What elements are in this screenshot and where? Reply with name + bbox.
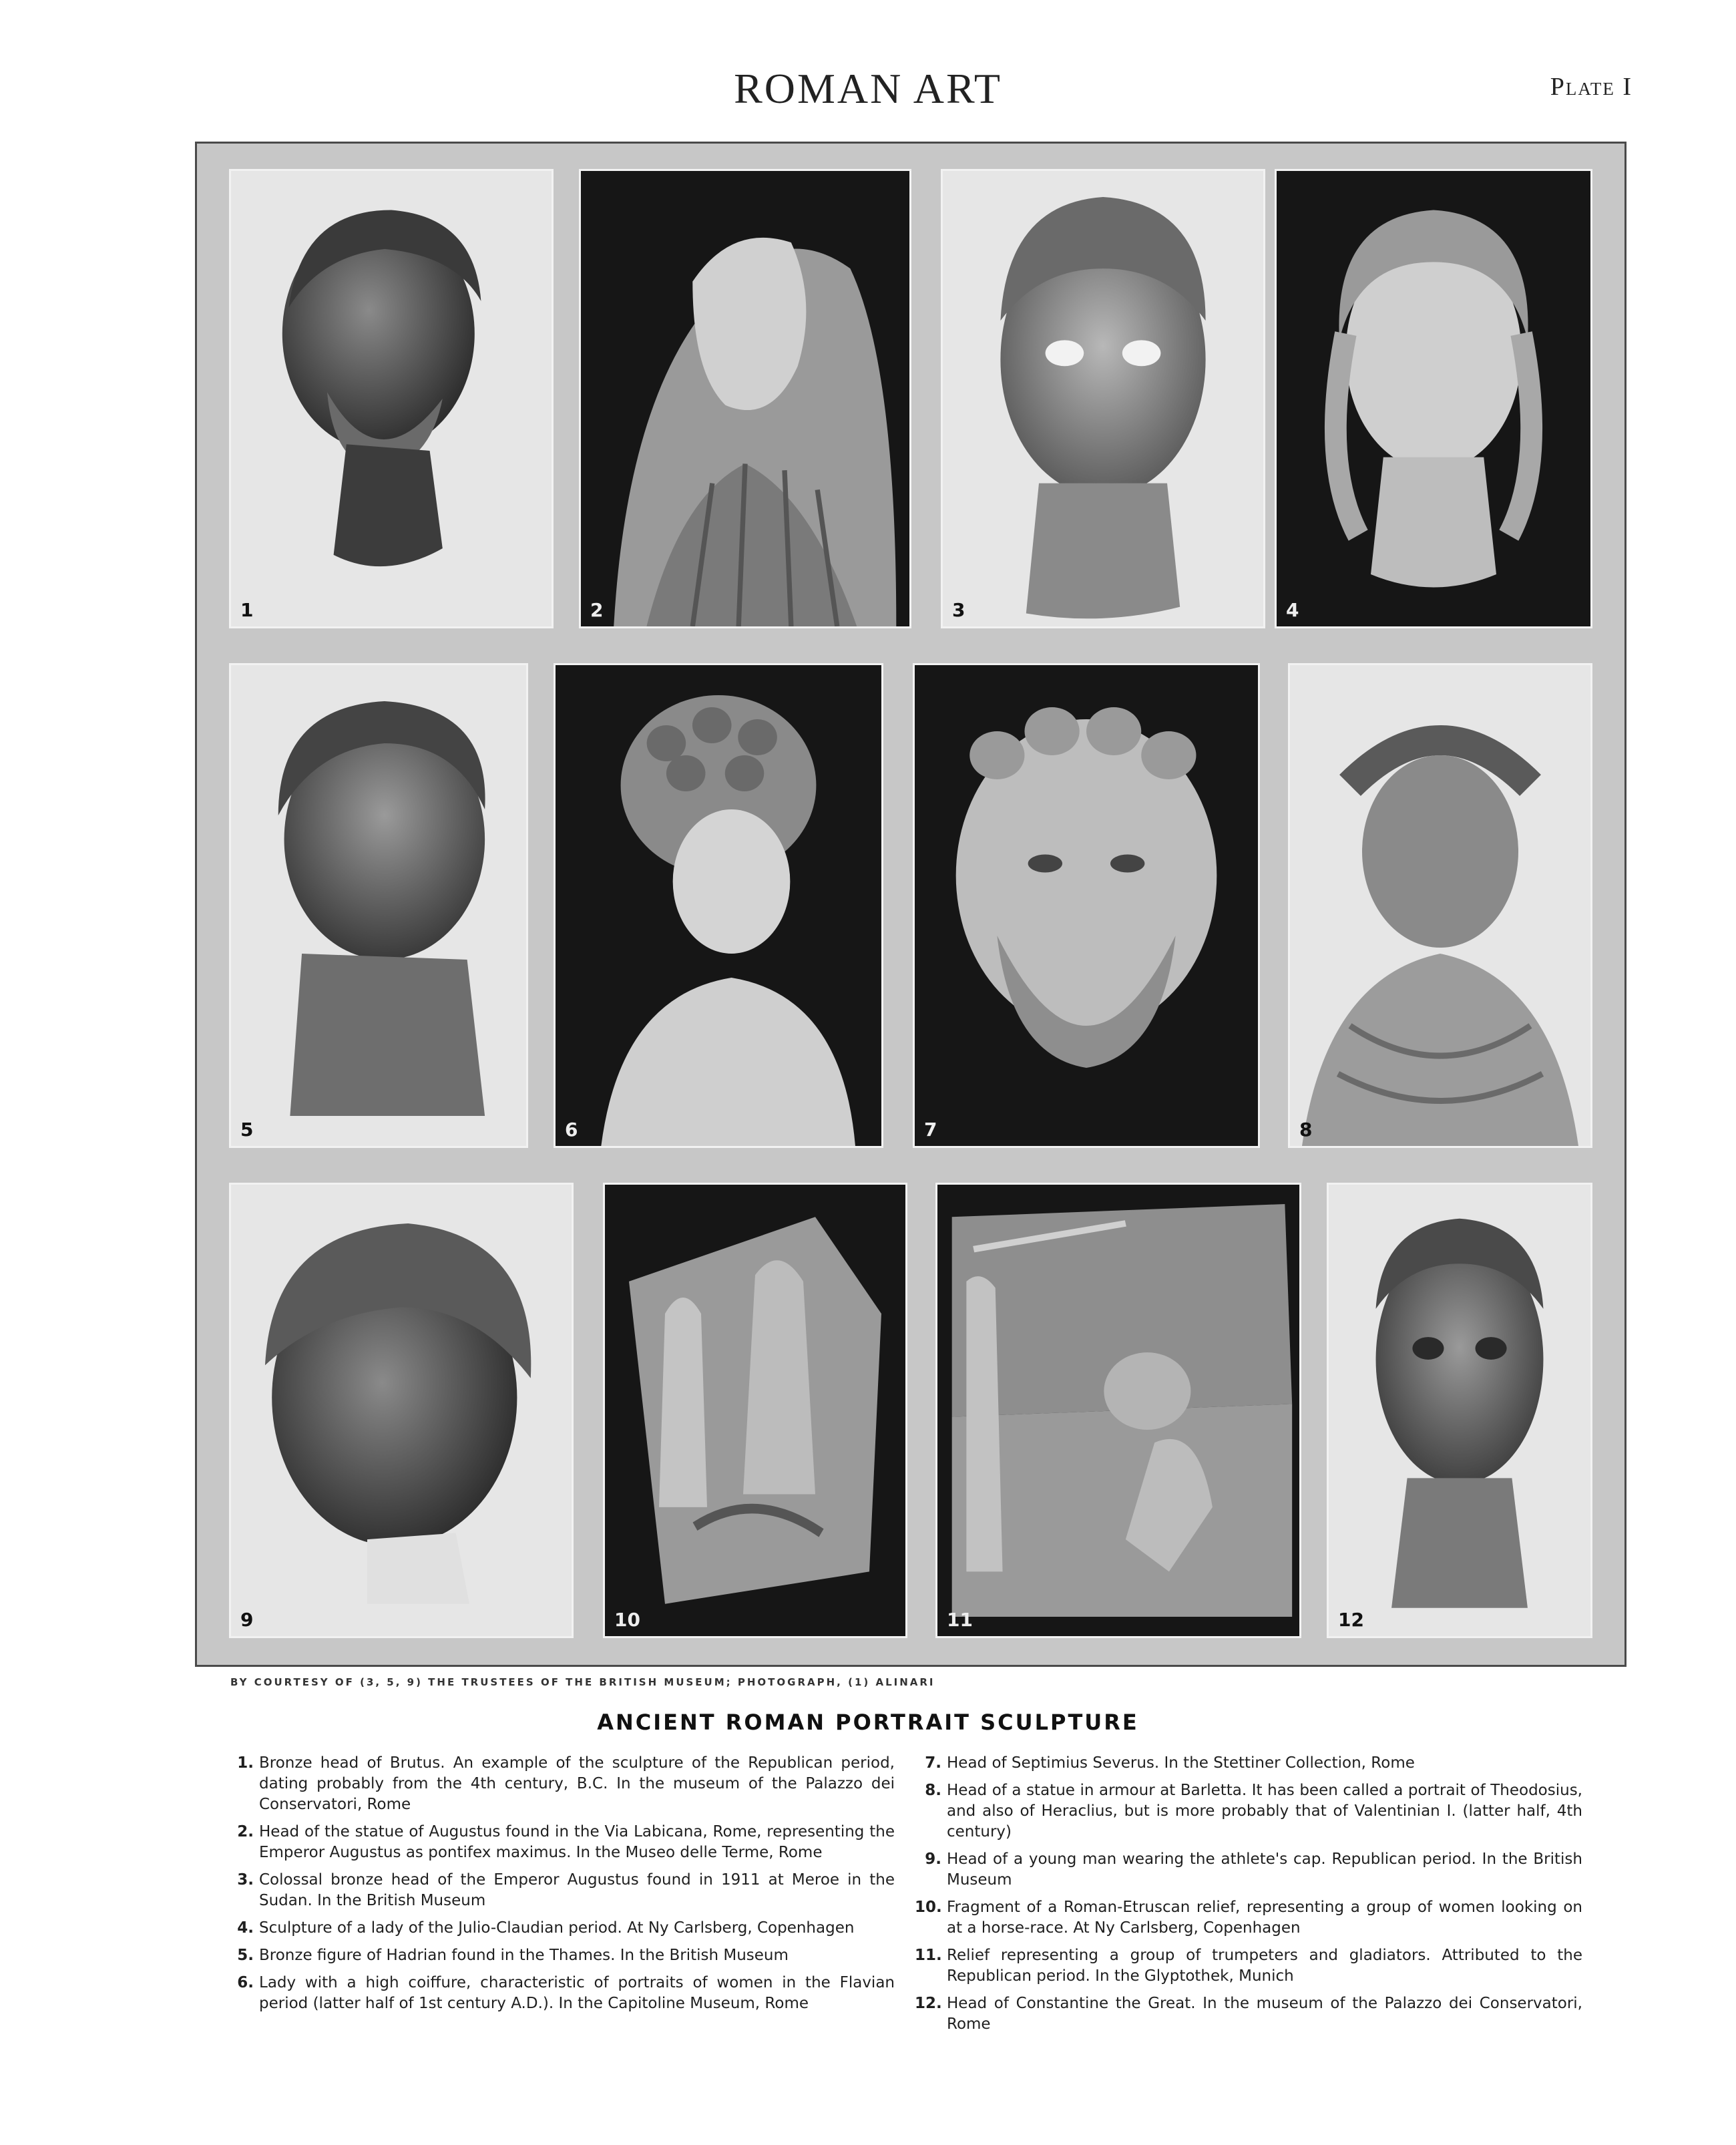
caption-text: Relief representing a group of trumpeters and gladiators. Attributed to the Republican period. In the Glyptothek, Munich <box>947 1947 1582 1985</box>
photo-11 <box>935 1183 1301 1638</box>
caption-text: Head of a statue in armour at Barletta. It has been called a portrait of Theodosius, and also of Heraclius, but is more probably that of Valentinian I. (latter half, 4th century) <box>947 1782 1582 1840</box>
photo-number: 4 <box>1286 599 1299 621</box>
caption-text: Bronze head of Brutus. An example of the sculpture of the Republican period, dating probably from the 4th century, B.C. In the museum of the Palazzo dei Conservatori, Rome <box>259 1754 895 1813</box>
caption-number: 3. <box>237 1871 254 1889</box>
caption-number: 9. <box>925 1850 941 1868</box>
caption-item <box>227 1945 895 1966</box>
caption-item <box>227 1870 895 1911</box>
photo-10 <box>603 1183 907 1638</box>
photo-4 <box>1275 169 1592 628</box>
plate-frame <box>195 142 1626 1667</box>
photo-number: 2 <box>590 599 604 621</box>
caption-text: Bronze figure of Hadrian found in the Thames. In the British Museum <box>259 1947 789 1964</box>
caption-text: Lady with a high coiffure, characteristic of portraits of women in the Flavian period (latter half of 1st century A.D.). In the Capitoline Museum, Rome <box>259 1974 895 2012</box>
caption-heading: ANCIENT ROMAN PORTRAIT SCULPTURE <box>597 1710 1139 1735</box>
caption-item <box>227 1753 895 1815</box>
caption-number: 4. <box>237 1919 254 1937</box>
caption-item <box>915 1993 1582 2035</box>
photo-number: 3 <box>952 599 965 621</box>
caption-number: 5. <box>237 1947 254 1964</box>
caption-item <box>915 1849 1582 1891</box>
captions-left-column <box>227 1753 895 2021</box>
photo-number: 12 <box>1338 1609 1364 1631</box>
caption-number: 2. <box>237 1823 254 1840</box>
caption-item <box>915 1945 1582 1987</box>
photo-6 <box>554 663 883 1148</box>
caption-number: 12. <box>915 1995 942 2012</box>
caption-text: Colossal bronze head of the Emperor Augustus found in 1911 at Meroe in the Sudan. In the British Museum <box>259 1871 895 1909</box>
relief-illustration-11 <box>937 1185 1299 1636</box>
photo-credit: BY COURTESY OF (3, 5, 9) THE TRUSTEES OF THE BRITISH MUSEUM; PHOTOGRAPH, (1) ALINARI <box>230 1676 935 1688</box>
photo-number: 10 <box>614 1609 640 1631</box>
photo-number: 7 <box>924 1119 937 1141</box>
caption-item <box>915 1780 1582 1842</box>
caption-number: 10. <box>915 1899 942 1916</box>
photo-12 <box>1327 1183 1592 1638</box>
photo-3 <box>941 169 1265 628</box>
photo-2 <box>579 169 911 628</box>
photo-number: 8 <box>1299 1119 1313 1141</box>
caption-number: 1. <box>237 1754 254 1772</box>
bust-illustration-4 <box>1277 171 1590 626</box>
photo-7 <box>913 663 1260 1148</box>
bust-illustration-6 <box>556 665 881 1146</box>
caption-number: 8. <box>925 1782 941 1799</box>
bust-illustration-7 <box>915 665 1258 1146</box>
veiled-figure-illustration <box>581 171 909 626</box>
photo-9 <box>229 1183 574 1638</box>
caption-item <box>227 1822 895 1863</box>
page-title: ROMAN ART <box>734 65 1002 112</box>
bust-illustration-3 <box>943 171 1263 626</box>
photo-number: 11 <box>947 1609 973 1631</box>
bust-illustration-1 <box>231 171 552 626</box>
bust-illustration-8 <box>1290 665 1590 1146</box>
relief-illustration-10 <box>605 1185 905 1636</box>
caption-text: Fragment of a Roman-Etruscan relief, representing a group of women looking on at a horse-race. At Ny Carlsberg, Copenhagen <box>947 1899 1582 1937</box>
bust-illustration-5 <box>231 665 526 1146</box>
caption-number: 11. <box>915 1947 942 1964</box>
photo-8 <box>1288 663 1592 1148</box>
caption-item <box>915 1753 1582 1774</box>
plate-number: Plate I <box>1550 73 1633 101</box>
caption-item <box>227 1973 895 2014</box>
caption-number: 6. <box>237 1974 254 1991</box>
photo-number: 5 <box>240 1119 254 1141</box>
photo-number: 9 <box>240 1609 254 1631</box>
caption-number: 7. <box>925 1754 941 1772</box>
caption-text: Head of Septimius Severus. In the Stettiner Collection, Rome <box>947 1754 1415 1772</box>
caption-text: Head of a young man wearing the athlete's cap. Republican period. In the British Museum <box>947 1850 1582 1889</box>
caption-item <box>915 1897 1582 1939</box>
caption-item <box>227 1918 895 1939</box>
photo-number: 1 <box>240 599 254 621</box>
photo-1 <box>229 169 554 628</box>
caption-text: Sculpture of a lady of the Julio-Claudian period. At Ny Carlsberg, Copenhagen <box>259 1919 855 1937</box>
captions-right-column <box>915 1753 1582 2041</box>
bust-illustration-12 <box>1329 1185 1590 1636</box>
bust-illustration-9 <box>231 1185 572 1636</box>
caption-text: Head of Constantine the Great. In the museum of the Palazzo dei Conservatori, Rome <box>947 1995 1582 2033</box>
photo-number: 6 <box>565 1119 578 1141</box>
caption-text: Head of the statue of Augustus found in the Via Labicana, Rome, representing the Emperor Augustus as pontifex maximus. In the Museo delle Terme, Rome <box>259 1823 895 1861</box>
photo-5 <box>229 663 528 1148</box>
